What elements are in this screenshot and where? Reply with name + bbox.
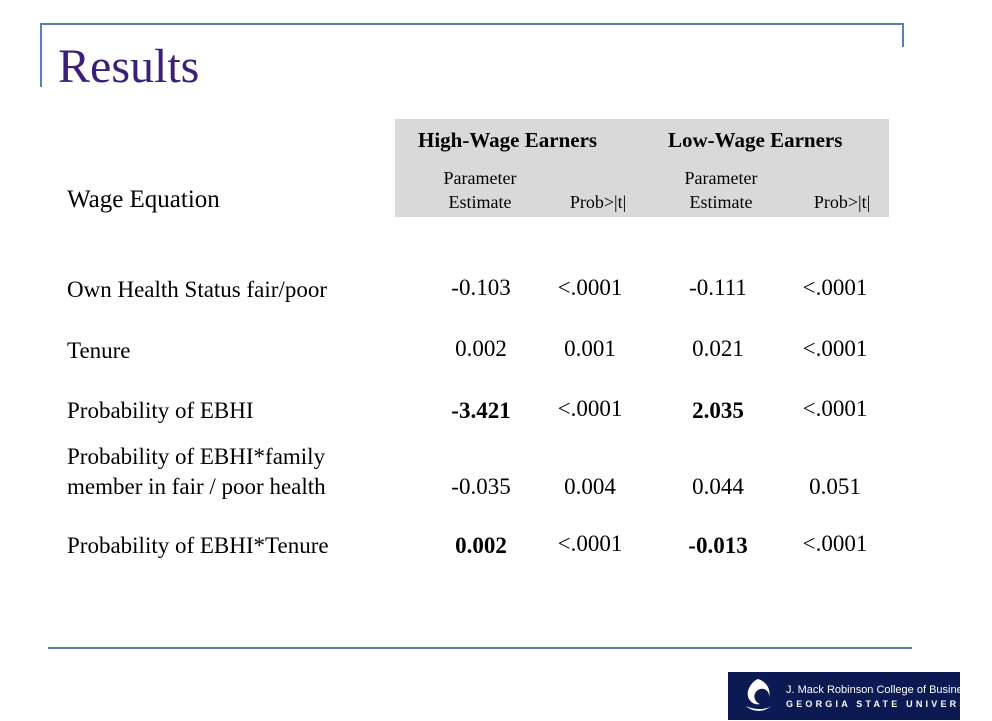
logo-university-name: GEORGIA STATE UNIVERSITY xyxy=(786,699,992,709)
cell-high-p: <.0001 xyxy=(557,396,623,421)
cell-high-est: -0.103 xyxy=(451,275,511,300)
cell-low-p: <.0001 xyxy=(802,396,868,421)
cell-low-p: <.0001 xyxy=(802,531,868,556)
frame-right-line xyxy=(902,23,904,47)
cell-high-p: <.0001 xyxy=(557,275,623,300)
cell-low-est: 2.035 xyxy=(692,398,744,423)
group-header-low-wage: Low-Wage Earners xyxy=(668,128,843,152)
cell-low-est: 0.021 xyxy=(692,336,744,361)
row-label-prob-ebhi: Probability of EBHI xyxy=(67,398,254,423)
row-label-own-health: Own Health Status fair/poor xyxy=(67,277,327,302)
cell-high-est: 0.002 xyxy=(455,336,507,361)
logo-college-name: J. Mack Robinson College of Business xyxy=(786,684,974,696)
frame-left-line xyxy=(40,23,42,87)
cell-high-p: 0.004 xyxy=(564,474,616,499)
college-logo xyxy=(728,672,992,720)
cell-low-p: <.0001 xyxy=(802,275,868,300)
cell-high-est: -0.035 xyxy=(451,474,511,499)
row-label-tenure: Tenure xyxy=(67,338,131,363)
col-header-high-prob: Prob>|t| xyxy=(569,192,627,212)
cell-low-p: <.0001 xyxy=(802,336,868,361)
row-label-prob-ebhi-tenure: Probability of EBHI*Tenure xyxy=(67,533,329,558)
col-header-low-param: Parameter Estimate xyxy=(684,168,758,212)
cell-high-est: 0.002 xyxy=(455,533,507,558)
gsu-flame-logo-icon xyxy=(738,676,778,721)
col-header-low-prob: Prob>|t| xyxy=(813,192,871,212)
cell-low-p: 0.051 xyxy=(809,474,861,499)
cell-high-p: <.0001 xyxy=(557,531,623,556)
frame-bottom-line xyxy=(48,647,912,649)
row-label-prob-ebhi-family: Probability of EBHI*family member in fair / poor health xyxy=(67,444,326,499)
cell-high-p: 0.001 xyxy=(564,336,616,361)
group-header-high-wage: High-Wage Earners xyxy=(418,128,598,152)
section-label-wage-equation: Wage Equation xyxy=(67,186,220,213)
cell-low-est: 0.044 xyxy=(692,474,744,499)
cell-low-est: -0.013 xyxy=(688,533,748,558)
slide-title: Results xyxy=(58,40,200,93)
cell-low-est: -0.111 xyxy=(689,275,747,300)
cell-high-est: -3.421 xyxy=(451,398,511,423)
frame-top-line xyxy=(40,23,904,25)
col-header-high-param: Parameter Estimate xyxy=(443,168,517,212)
